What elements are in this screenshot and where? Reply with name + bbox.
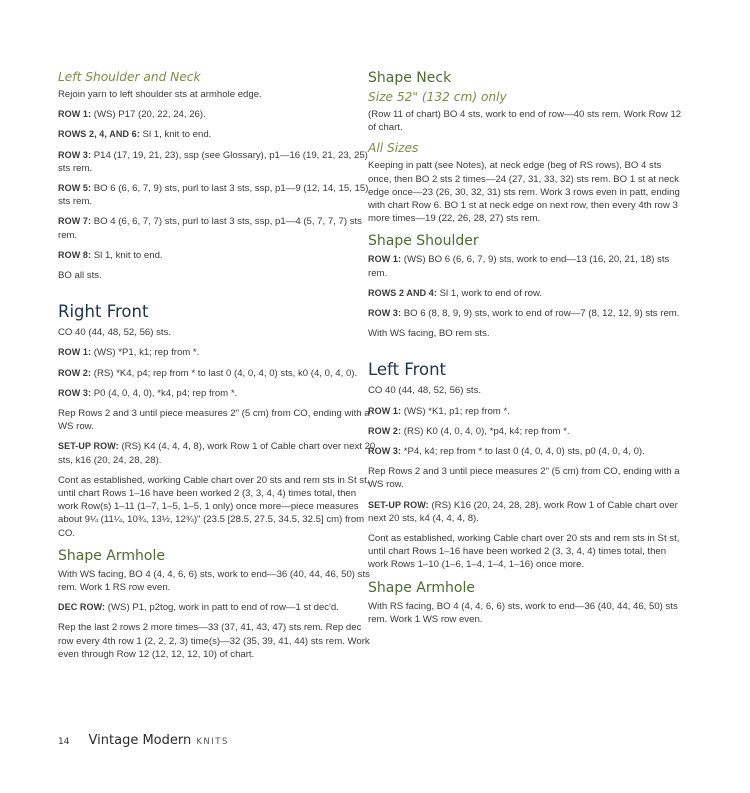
row-label: ROW 7: <box>58 216 92 227</box>
left-front-row-2 <box>368 425 686 438</box>
page-footer <box>58 729 229 748</box>
row-text: (WS) P17 (20, 22, 24, 26). <box>91 109 206 121</box>
row-text: (WS) P1, p2tog, work in patt to end of row—1 st dec'd. <box>105 602 339 614</box>
right-front-row-1 <box>58 346 376 359</box>
row-text: *P4, k4; rep from * to last 0 (4, 0, 4, 0) sts, p0 (4, 0, 4, 0). <box>401 446 645 458</box>
row-label: ROW 1: <box>58 109 92 120</box>
right-front-setup-row <box>58 440 376 466</box>
row-text: BO 6 (6, 6, 7, 9) sts, purl to last 3 sts, ssp, p1—9 (12, 14, 15, 15) sts rem. <box>58 183 369 208</box>
left-shoulder-row-2 <box>58 128 376 141</box>
row-text: (WS) *K1, p1; rep from *. <box>401 405 510 417</box>
left-shoulder-row-1 <box>58 108 376 121</box>
left-front-heading: Left Front <box>368 360 447 380</box>
row-text: (RS) K0 (4, 0, 4, 0), *p4, k4; rep from *. <box>401 425 570 437</box>
right-front-row-2 <box>58 367 376 380</box>
row-text: (WS) *P1, k1; rep from *. <box>91 347 200 359</box>
row-label: ROWS 2 AND 4: <box>368 287 437 298</box>
shoulder-row-2 <box>368 287 686 300</box>
shoulder-row-1 <box>368 253 686 279</box>
left-shoulder-row-6 <box>58 249 376 262</box>
left-shoulder-row-4 <box>58 182 376 208</box>
left-shoulder-end: BO all sts. <box>58 270 102 282</box>
right-column <box>368 70 686 633</box>
shoulder-end: With WS facing, BO rem sts. <box>368 328 490 340</box>
left-shoulder-row-3 <box>58 149 376 175</box>
row-text: BO 6 (8, 8, 9, 9) sts, work to end of row—7 (8, 12, 12, 9) sts rem. <box>401 308 680 320</box>
right-armhole-dec-row <box>58 601 376 614</box>
size-only-text: (Row 11 of chart) BO 4 sts, work to end of row—40 sts rem. Work Row 12 of chart. <box>368 109 682 134</box>
page-number: 14 <box>58 737 70 747</box>
right-front-cast-on: CO 40 (44, 48, 52, 56) sts. <box>58 327 172 339</box>
left-front-setup-row <box>368 499 686 525</box>
row-label: ROW 3: <box>368 308 402 319</box>
row-text: (RS) K16 (20, 24, 28, 28), work Row 1 of Cable chart over next 20 sts, k4 (4, 4, 4, 8). <box>368 499 678 524</box>
right-armhole-text-1: With WS facing, BO 4 (4, 4, 6, 6) sts, work to end—36 (40, 44, 46, 50) sts rem. Work 1 RS row even. <box>58 568 370 594</box>
left-armhole-text-1: With RS facing, BO 4 (4, 4, 6, 6) sts, work to end—36 (40, 44, 46, 50) sts rem. Work 1 WS row even. <box>368 600 678 625</box>
book-title-suffix: KNITS <box>196 737 229 747</box>
left-front-repeat: Rep Rows 2 and 3 until piece measures 2" (5 cm) from CO, ending with a WS row. <box>368 466 680 491</box>
left-front-row-1 <box>368 405 686 418</box>
row-label: ROW 2: <box>368 425 402 436</box>
left-shoulder-row-5 <box>58 215 376 241</box>
row-text: P0 (4, 0, 4, 0), *k4, p4; rep from *. <box>91 387 238 399</box>
row-label: SET-UP ROW: <box>58 441 119 452</box>
left-front-cast-on: CO 40 (44, 48, 52, 56) sts. <box>368 385 482 397</box>
shape-shoulder-heading: Shape Shoulder <box>368 233 479 250</box>
row-label: ROW 3: <box>58 149 92 160</box>
row-label: DEC ROW: <box>58 602 106 613</box>
row-label: SET-UP ROW: <box>368 499 429 510</box>
all-sizes-heading: All Sizes <box>368 141 419 156</box>
shape-neck-heading: Shape Neck <box>368 70 452 86</box>
row-label: ROW 2: <box>58 367 92 378</box>
row-text: BO 4 (6, 6, 7, 7) sts, purl to last 3 sts, ssp, p1—4 (5, 7, 7, 7) sts rem. <box>58 216 362 241</box>
right-front-continue: Cont as established, working Cable chart over 20 sts and rem sts in St st, until chart Rows 1–16 have been worked 2 (3, 3, 4, 4) times total, then work Row(s) 1–11 (1–7, 1–5, 1–5, 1 only) once more—piece measures about 9¼ (11¼, 10¾, 13½, 12¾)" (23.5 [28.5, 27.5, 34.5, 32.5] cm) from CO. <box>58 474 370 539</box>
row-label: ROWS 2, 4, AND 6: <box>58 129 140 140</box>
row-text: (WS) BO 6 (6, 6, 7, 9) sts, work to end—13 (16, 20, 21, 18) sts rem. <box>368 254 670 279</box>
row-label: ROW 1: <box>368 405 402 416</box>
book-title: Vintage Modern <box>88 733 192 748</box>
left-column <box>58 70 376 668</box>
size-only-heading: Size 52" (132 cm) only <box>368 90 507 104</box>
left-front-row-3 <box>368 445 686 458</box>
row-label: ROW 1: <box>58 347 92 358</box>
row-label: ROW 8: <box>58 249 92 260</box>
left-armhole-heading: Shape Armhole <box>368 579 475 596</box>
row-text: P14 (17, 19, 21, 23), ssp (see Glossary), p1—16 (19, 21, 23, 25) sts rem. <box>58 149 368 174</box>
row-label: ROW 3: <box>368 446 402 457</box>
right-front-row-3 <box>58 387 376 400</box>
right-armhole-text-3: Rep the last 2 rows 2 more times—33 (37, 41, 43, 47) sts rem. Rep dec row every 4th row 1 (2, 2, 2, 3) time(s)—32 (35, 39, 41, 44) sts rem. Work even through Row 12 (12, 12, 12, 10) of chart. <box>58 622 370 660</box>
row-label: ROW 3: <box>58 387 92 398</box>
row-text: (RS) K4 (4, 4, 4, 8), work Row 1 of Cable chart over next 20 sts, k16 (20, 24, 28, 28). <box>58 441 376 466</box>
all-sizes-text: Keeping in patt (see Notes), at neck edge (beg of RS rows), BO 4 sts once, then BO 2 sts 2 times—24 (27, 31, 33, 32) sts rem. BO 1 st at neck edge once—23 (26, 30, 32, 31) sts rem. Work 3 rows even in patt, ending with chart Row 6. BO 1 st at neck edge on next row, then every 4th row 3 more times—19 (22, 26, 28, 27) sts rem. <box>368 160 680 225</box>
left-shoulder-heading: Left Shoulder and Neck <box>58 70 201 84</box>
left-front-continue: Cont as established, working Cable chart over 20 sts and rem sts in St st, until chart Rows 1–16 have been worked 2 (3, 3, 4, 4) times total, then work Rows 1–10 (1–6, 1–4, 1–4, 1–16) once more. <box>368 533 680 571</box>
shoulder-row-3 <box>368 307 686 320</box>
right-armhole-heading: Shape Armhole <box>58 547 165 564</box>
right-front-heading: Right Front <box>58 302 149 322</box>
row-label: ROW 5: <box>58 183 92 194</box>
row-text: Sl 1, knit to end. <box>139 129 212 141</box>
right-front-repeat: Rep Rows 2 and 3 until piece measures 2" (5 cm) from CO, ending with a WS row. <box>58 408 370 433</box>
left-shoulder-intro: Rejoin yarn to left shoulder sts at armhole edge. <box>58 89 262 100</box>
row-text: Sl 1, knit to end. <box>91 249 163 261</box>
row-text: Sl 1, work to end of row. <box>436 287 543 299</box>
row-text: (RS) *K4, p4; rep from * to last 0 (4, 0, 4, 0) sts, k0 (4, 0, 4, 0). <box>91 367 358 379</box>
row-label: ROW 1: <box>368 254 402 265</box>
